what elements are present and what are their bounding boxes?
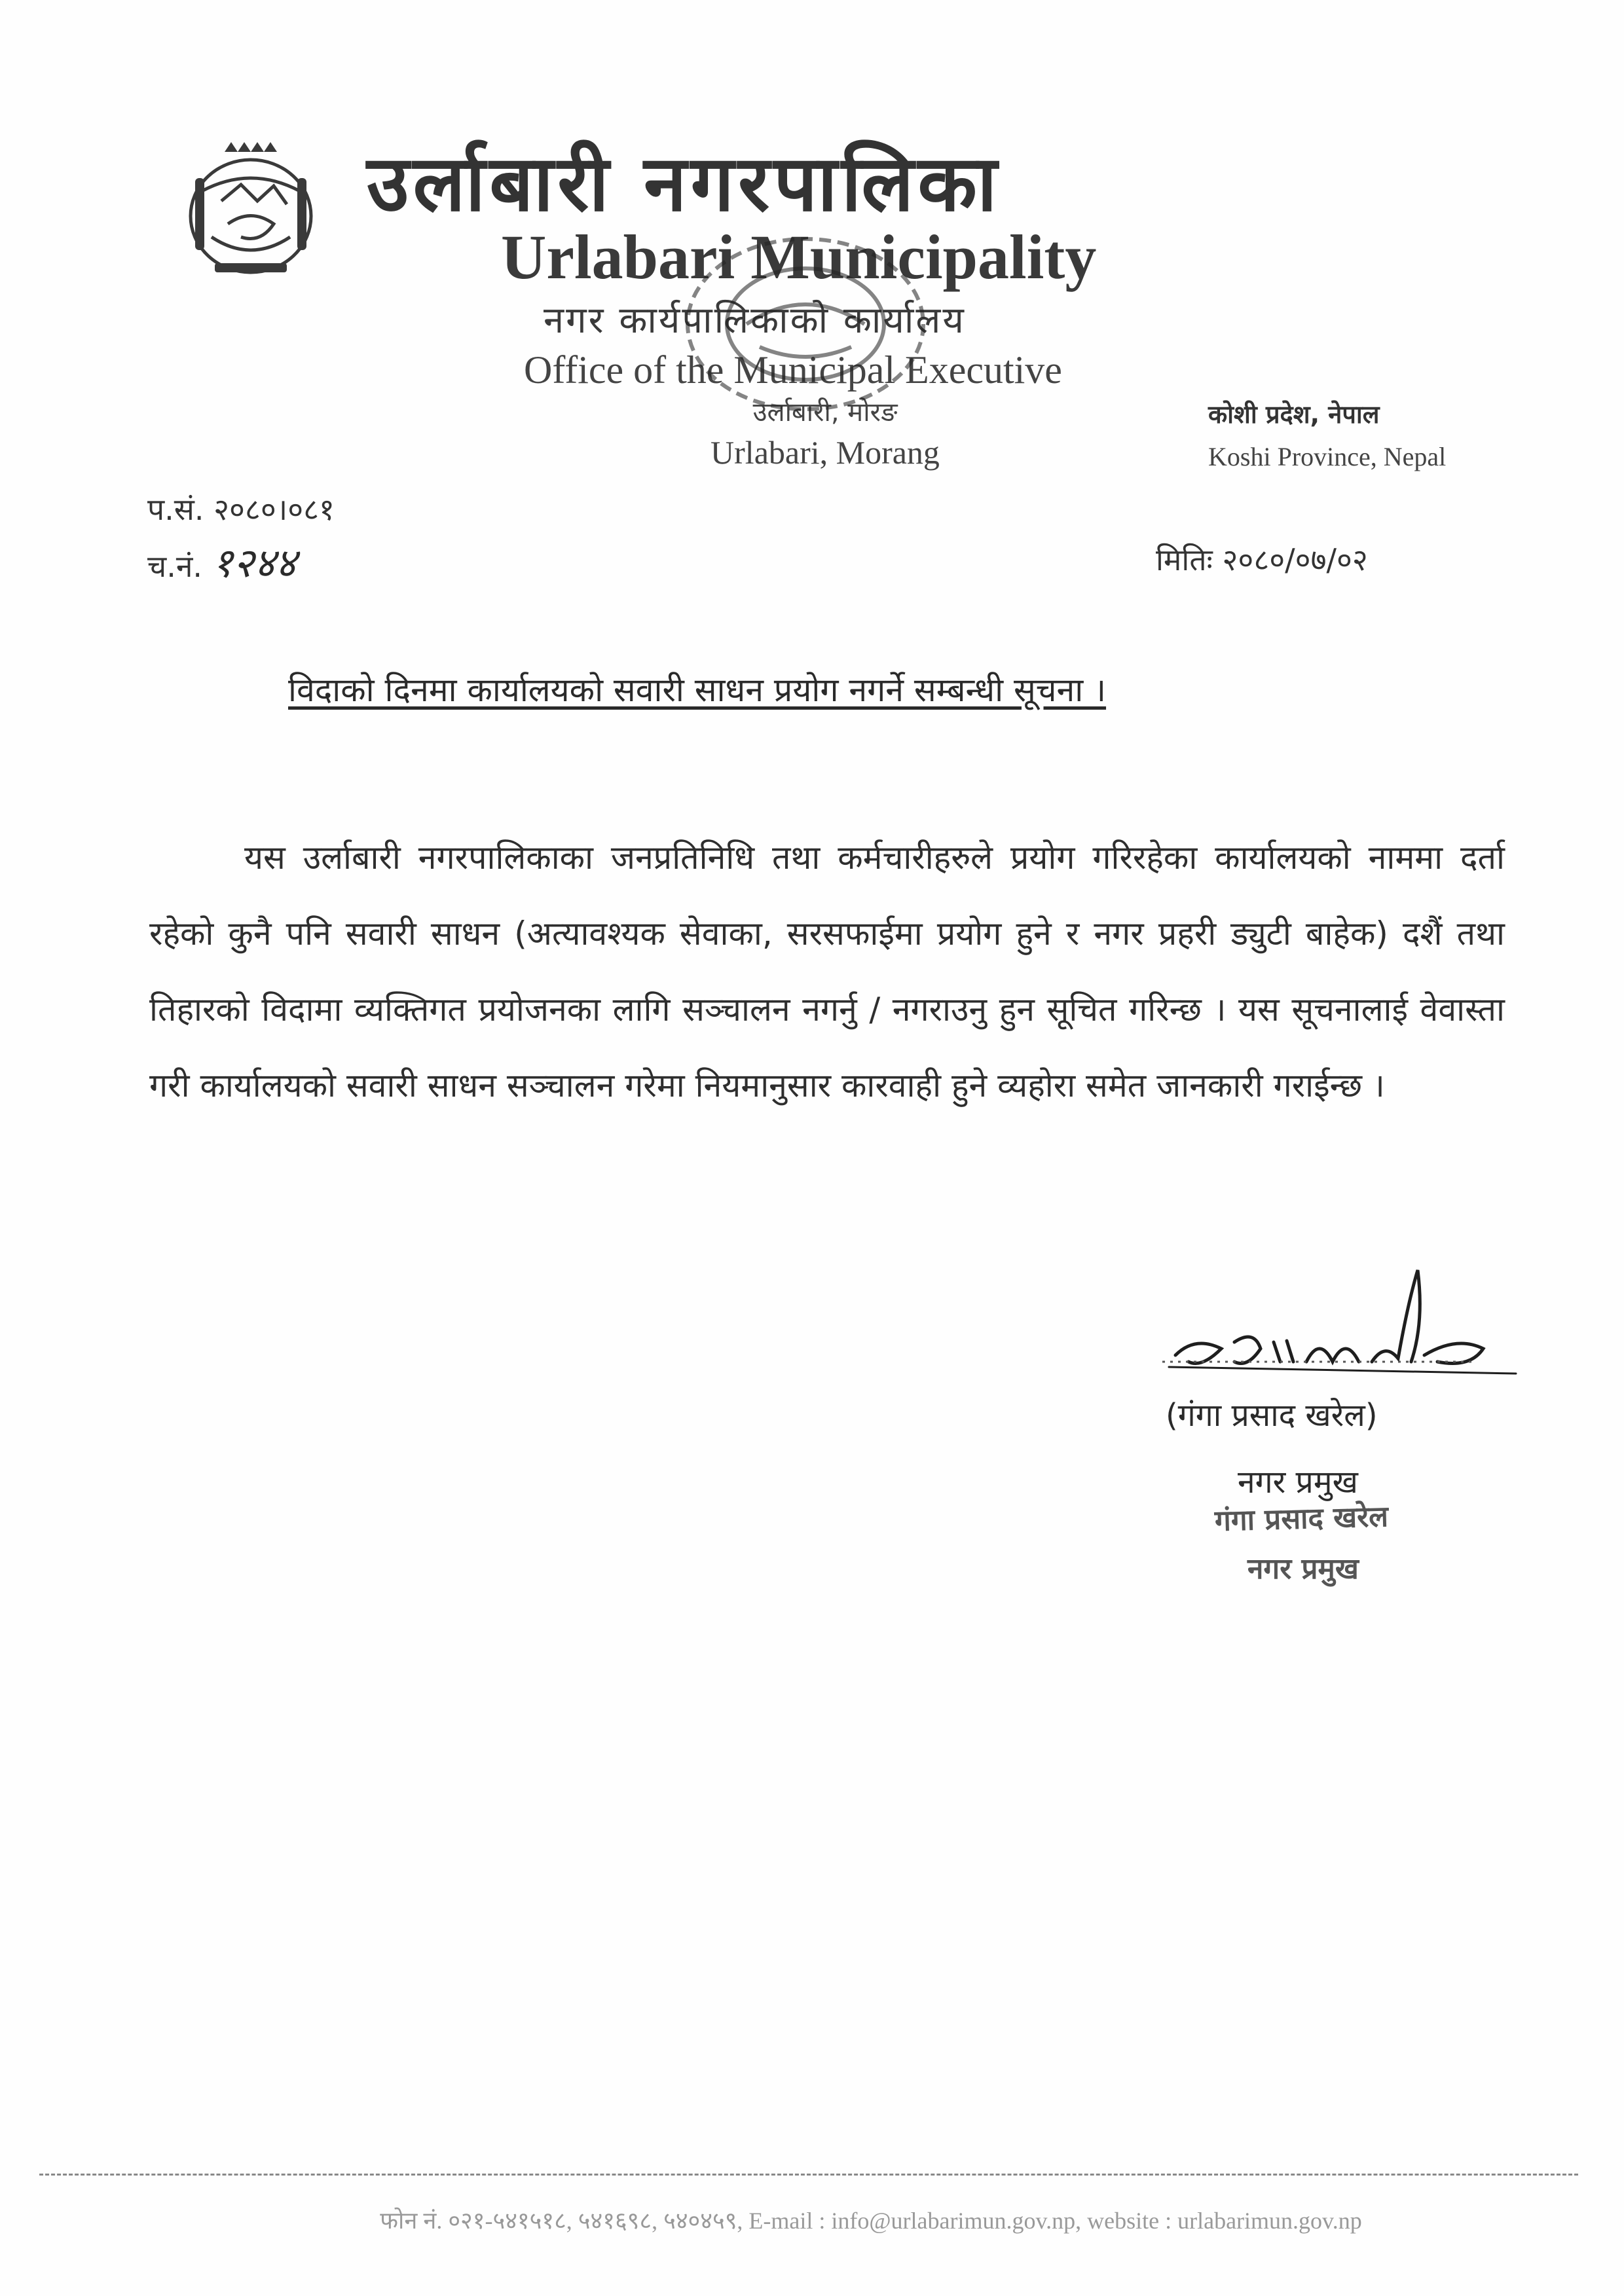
reference-value: २०८०।०८१ — [213, 492, 335, 527]
province-en: Koshi Province, Nepal — [1208, 442, 1447, 471]
seal-name: गंगा प्रसाद खरेल — [1214, 1500, 1389, 1538]
dispatch-number — [147, 539, 297, 587]
municipality-name-np: उर्लाबारी नगरपालिका — [367, 138, 1001, 228]
signatory-name: (गंगा प्रसाद खरेल) — [1166, 1397, 1378, 1434]
letter-date — [1156, 540, 1368, 579]
notice-subject: विदाको दिनमा कार्यालयको सवारी साधन प्रयोग नगर्ने सम्बन्धी सूचना । — [288, 671, 1107, 709]
seal-title: नगर प्रमुख — [1247, 1552, 1359, 1586]
notice-body: यस उर्लाबारी नगरपालिकाका जनप्रतिनिधि तथा कर्मचारीहरुले प्रयोग गरिरहेका कार्यालयको नाममा दर्ता रहेको कुनै पनि सवारी साधन (अत्यावश्यक सेवाका, सरसफाईमा प्रयोग हुने र नगर प्रहरी ड्युटी बाहेक) दशैं तथा तिहारको विदामा व्यक्तिगत प्रयोजनका लागि सञ्चालन नगर्नु / नगराउनु हुन सूचित गरिन्छ । यस सूचनालाई वेवास्ता गरी कार्यालयको सवारी साधन सञ्चालन गरेमा नियमानुसार कारवाही हुने व्यहोरा समेत जानकारी गराईन्छ । — [149, 839, 1505, 1104]
signatory-title: नगर प्रमुख — [1238, 1464, 1358, 1501]
date-value: २०८०/०७/०२ — [1222, 542, 1368, 577]
nepal-emblem-icon — [175, 139, 326, 284]
place-en: Urlabari, Morang — [710, 434, 940, 471]
footer-divider — [39, 2174, 1578, 2176]
date-label: मितिः — [1156, 542, 1213, 577]
municipality-name-en: Urlabari Municipality — [501, 222, 1097, 292]
dispatch-value: १२४४ — [212, 539, 297, 587]
office-name-en: Office of the Municipal Executive — [524, 348, 1062, 392]
office-stamp-icon — [668, 226, 943, 422]
dispatch-label: च.नं. — [147, 549, 202, 584]
footer-contact: फोन नं. ०२१-५४१५१८, ५४१६९८, ५४०४५९, E-mail : info@urlabarimun.gov.np, website : urlabarimun.gov.np — [380, 2208, 1362, 2234]
office-name-np: नगर कार्यपालिकाको कार्यालय — [544, 299, 966, 342]
reference-label: प.सं. — [147, 492, 204, 527]
place-np: उर्लाबारी, मोरङ — [752, 397, 898, 428]
reference-number — [147, 490, 335, 529]
province-np: कोशी प्रदेश, नेपाल — [1208, 400, 1380, 429]
signature-icon — [1149, 1264, 1529, 1388]
